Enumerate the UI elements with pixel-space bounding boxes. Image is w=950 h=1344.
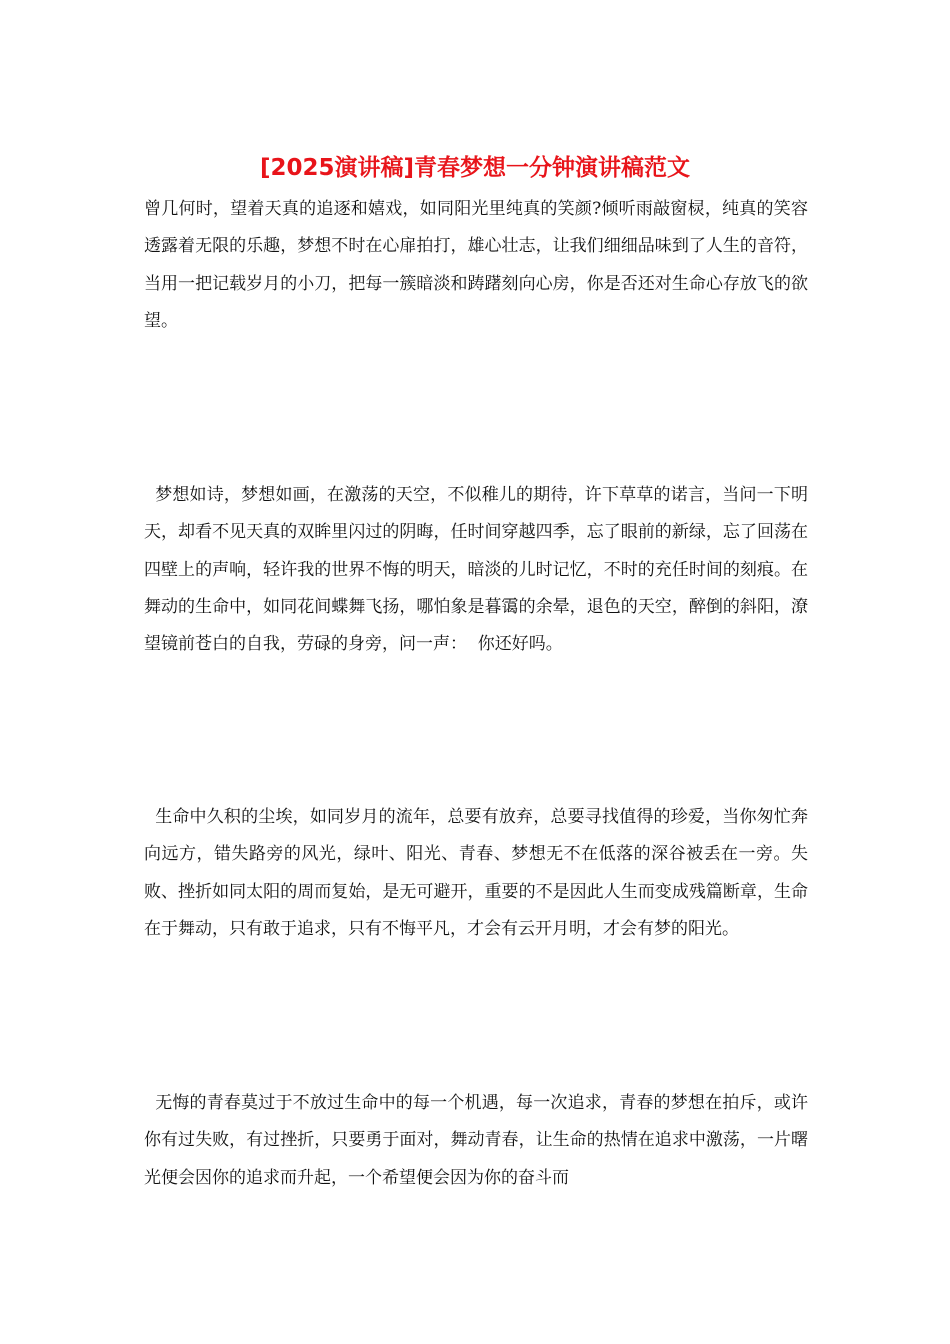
paragraph-4: 无悔的青春莫过于不放过生命中的每一个机遇，每一次追求，青春的梦想在拍斥，或许你有过失败，有过挫折，只要勇于面对，舞动青春，让生命的热情在追求中激荡，一片曙光便会因你的追求而升起，一个希望便会因为你的奋斗而: [144, 1093, 809, 1188]
paragraph-3: 生命中久积的尘埃，如同岁月的流年，总要有放弃，总要寻找值得的珍爱，当你匆忙奔向远方，错失路旁的风光，绿叶、阳光、青春、梦想无不在低落的深谷被丢在一旁。失败、挫折如同太阳的周而复始，是无可避开，重要的不是因此人生而变成残篇断章，生命在于舞动，只有敢于追求，只有不悔平凡，才会有云开月明，才会有梦的阳光。: [144, 807, 809, 939]
paragraph-2: 梦想如诗，梦想如画，在激荡的天空，不似稚儿的期待，许下草草的诺言，当问一下明天，却看不见天真的双眸里闪过的阴晦，任时间穿越四季，忘了眼前的新绿，忘了回荡在四壁上的声响，轻许我的世界不悔的明天，暗淡的儿时记忆，不时的充任时间的刻痕。在舞动的生命中，如同花间蝶舞飞扬，哪怕象是暮霭的余晕，退色的天空，醉倒的斜阳，潦望镜前苍白的自我，劳碌的身旁，问一声： 你还好吗。: [144, 485, 809, 655]
document-title: [2025演讲稿]青春梦想一分钟演讲稿范文: [259, 155, 691, 181]
paragraph-1: 曾几何时，望着天真的追逐和嬉戏，如同阳光里纯真的笑颜?倾听雨敲窗棂，纯真的笑容透露着无限的乐趣，梦想不时在心扉拍打，雄心壮志，让我们细细品味到了人生的音符，当用一把记载岁月的小刀，把每一簇暗淡和踌躇刻向心房，你是否还对生命心存放飞的欲望。: [144, 199, 808, 331]
